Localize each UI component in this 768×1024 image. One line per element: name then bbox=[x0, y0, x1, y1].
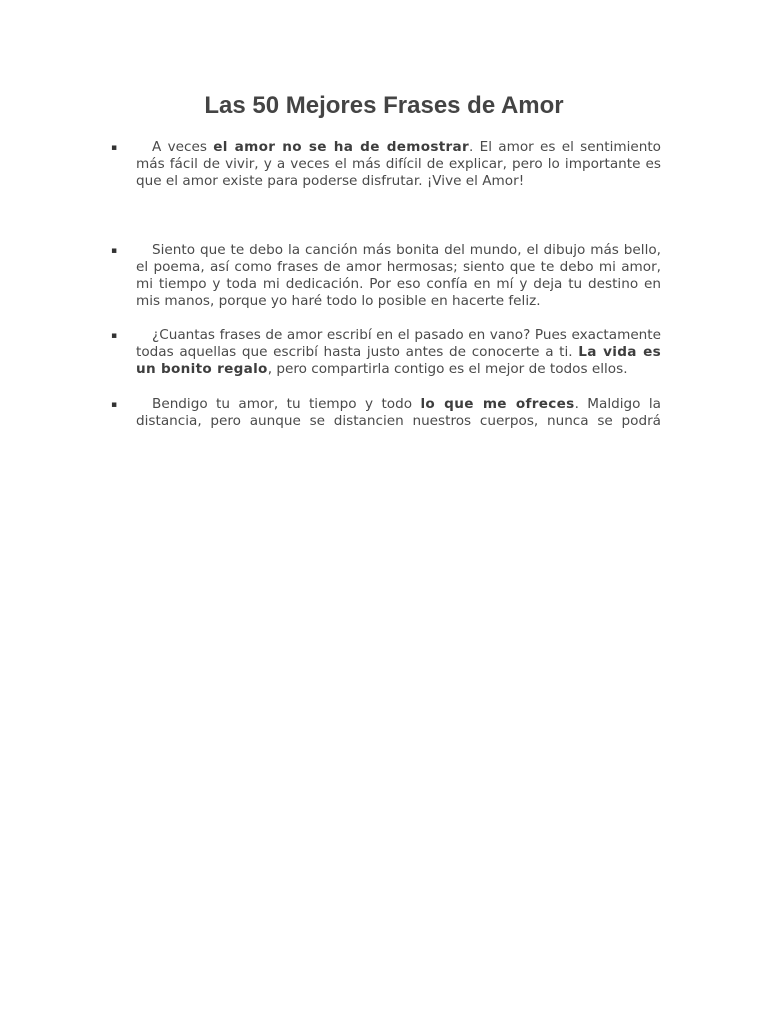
bold-phrase: La vida es un bonito regalo bbox=[136, 344, 661, 377]
bullet-icon: ▪ bbox=[111, 331, 118, 341]
list-item bbox=[111, 139, 661, 190]
text-run: Bendigo tu amor, tu tiempo y todo bbox=[152, 396, 421, 412]
text-run: Siento que te debo la canción más bonita del mundo, el dibujo más bello, el poema, así como frases de amor hermosas; siento que te debo mi amor, mi tiempo y toda mi dedicación. Por eso confía en mí y deja tu destino en mis manos, porque yo haré todo lo posible en hacerte feliz. bbox=[136, 242, 661, 309]
bullet-icon: ▪ bbox=[111, 246, 118, 256]
list-item bbox=[111, 242, 661, 310]
text-run: A veces bbox=[152, 139, 214, 155]
list-item bbox=[111, 327, 661, 378]
list-item-text bbox=[136, 396, 661, 430]
text-run: . El amor es el sentimiento más fácil de vivir, y a veces el más difícil de explicar, pero lo importante es que el amor existe para poderse disfrutar. ¡Vive el Amor! bbox=[136, 139, 661, 189]
text-run: . Maldigo la distancia, pero aunque se distancien nuestros cuerpos, nunca se podrá bbox=[136, 396, 661, 429]
list-item bbox=[111, 396, 661, 430]
bullet-icon: ▪ bbox=[111, 143, 118, 153]
text-run: , pero compartirla contigo es el mejor de todos ellos. bbox=[267, 361, 628, 377]
bold-phrase: el amor no se ha de demostrar bbox=[213, 139, 470, 155]
page-title: Las 50 Mejores Frases de Amor bbox=[204, 92, 564, 119]
list-item-text bbox=[136, 327, 661, 378]
text-run: ¿Cuantas frases de amor escribí en el pasado en vano? Pues exactamente todas aquellas que escribí hasta justo antes de conocerte a ti. bbox=[136, 327, 661, 360]
bullet-icon: ▪ bbox=[111, 400, 118, 410]
list-item-text bbox=[136, 242, 661, 310]
bold-phrase: lo que me ofreces bbox=[420, 396, 575, 412]
list-item-text bbox=[136, 139, 661, 190]
